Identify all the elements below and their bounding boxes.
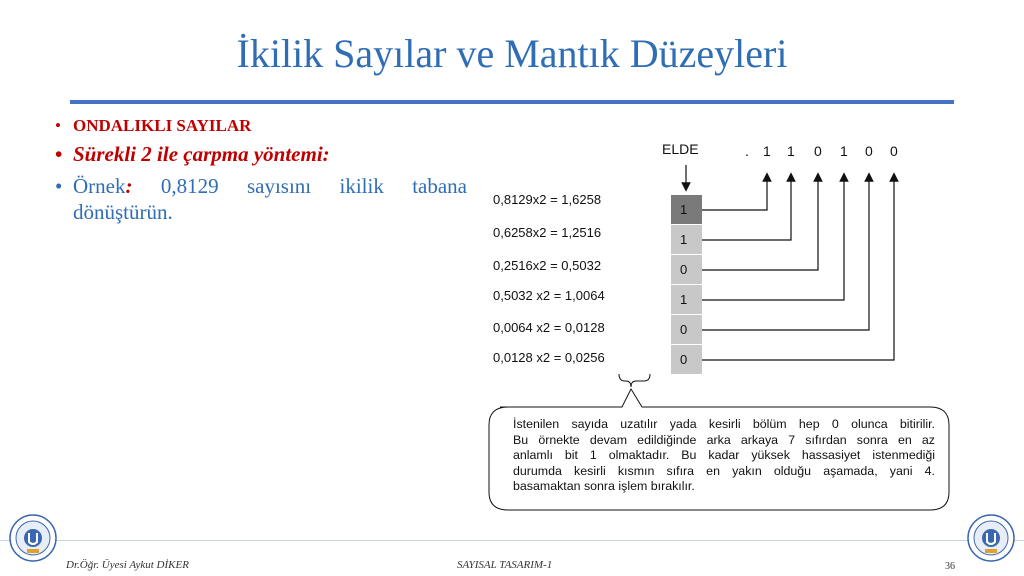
callout-line: Bu örnekte devam edildiğinde arka arkaya 7 sıfırdan sonra en az	[513, 432, 935, 447]
bullet-example-text: 0,8129 sayısını ikilik tabana dönüştürün.	[73, 174, 467, 224]
carry-bit-cell: 0	[671, 345, 702, 375]
result-bit: 1	[787, 143, 795, 159]
carry-bit-cell: 1	[671, 195, 702, 225]
bullet-dot-icon: •	[55, 174, 63, 198]
carry-bit-cell: 0	[671, 315, 702, 345]
bullet-example-label: Örnek	[73, 174, 126, 198]
bullet-heading-text: ONDALIKLI SAYILAR	[73, 116, 252, 135]
bullet-heading	[55, 116, 467, 136]
footer-course: SAYISAL TASARIM-1	[457, 559, 553, 571]
equation-row: 0,5032 x2 = 1,0064	[493, 288, 605, 303]
callout-line: İstenilen sayıda uzatılır yada kesirli bölüm hep 0 olunca bitirilir.	[513, 417, 935, 431]
bullet-dot-icon: •	[55, 142, 63, 166]
carry-bit-cell: 1	[671, 225, 702, 255]
result-bit: 1	[763, 143, 771, 159]
result-bit: 0	[865, 143, 873, 159]
carry-bit-cell: 1	[671, 285, 702, 315]
carry-label: ELDE	[662, 141, 699, 157]
bullet-example-colon: :	[125, 174, 133, 198]
conversion-figure	[480, 135, 960, 515]
bullet-list	[55, 116, 467, 225]
footer-divider	[0, 540, 1024, 541]
equation-row: 0,2516x2 = 0,5032	[493, 258, 602, 273]
page-number: 36	[945, 561, 955, 572]
title-divider	[70, 100, 954, 104]
result-bit: 0	[814, 143, 822, 159]
slide-title: İkilik Sayılar ve Mantık Düzeyleri	[236, 31, 788, 76]
university-seal-icon	[966, 513, 1016, 563]
footer-author: Dr.Öğr. Üyesi Aykut DİKER	[66, 559, 189, 571]
equation-row: 0,8129x2 = 1,6258	[493, 192, 602, 207]
bullet-dot-icon: •	[55, 116, 61, 135]
equation-row: 0,6258x2 = 1,2516	[493, 225, 602, 240]
callout-line: anlamlı bit 1 olmaktadır. Bu kadar yüksek hassasiyet istenmediği	[513, 448, 935, 462]
result-bit: 0	[890, 143, 898, 159]
explanation-callout	[489, 407, 949, 507]
bullet-method	[55, 142, 467, 167]
university-seal-icon	[8, 513, 58, 563]
callout-line: basamaktan sonra işlem bırakılır.	[513, 479, 695, 493]
callout-line: durumda kesirli kısmın sıfıra en yakın olduğu aşamada, yani 4.	[513, 463, 935, 478]
carry-bit-cell: 0	[671, 255, 702, 285]
bullet-example	[55, 173, 467, 225]
equation-row: 0,0128 x2 = 0,0256	[493, 350, 605, 365]
result-point: .	[745, 143, 749, 159]
bullet-method-text: Sürekli 2 ile çarpma yöntemi:	[73, 142, 330, 166]
equation-row: 0,0064 x2 = 0,0128	[493, 320, 605, 335]
result-bit: 1	[840, 143, 848, 159]
